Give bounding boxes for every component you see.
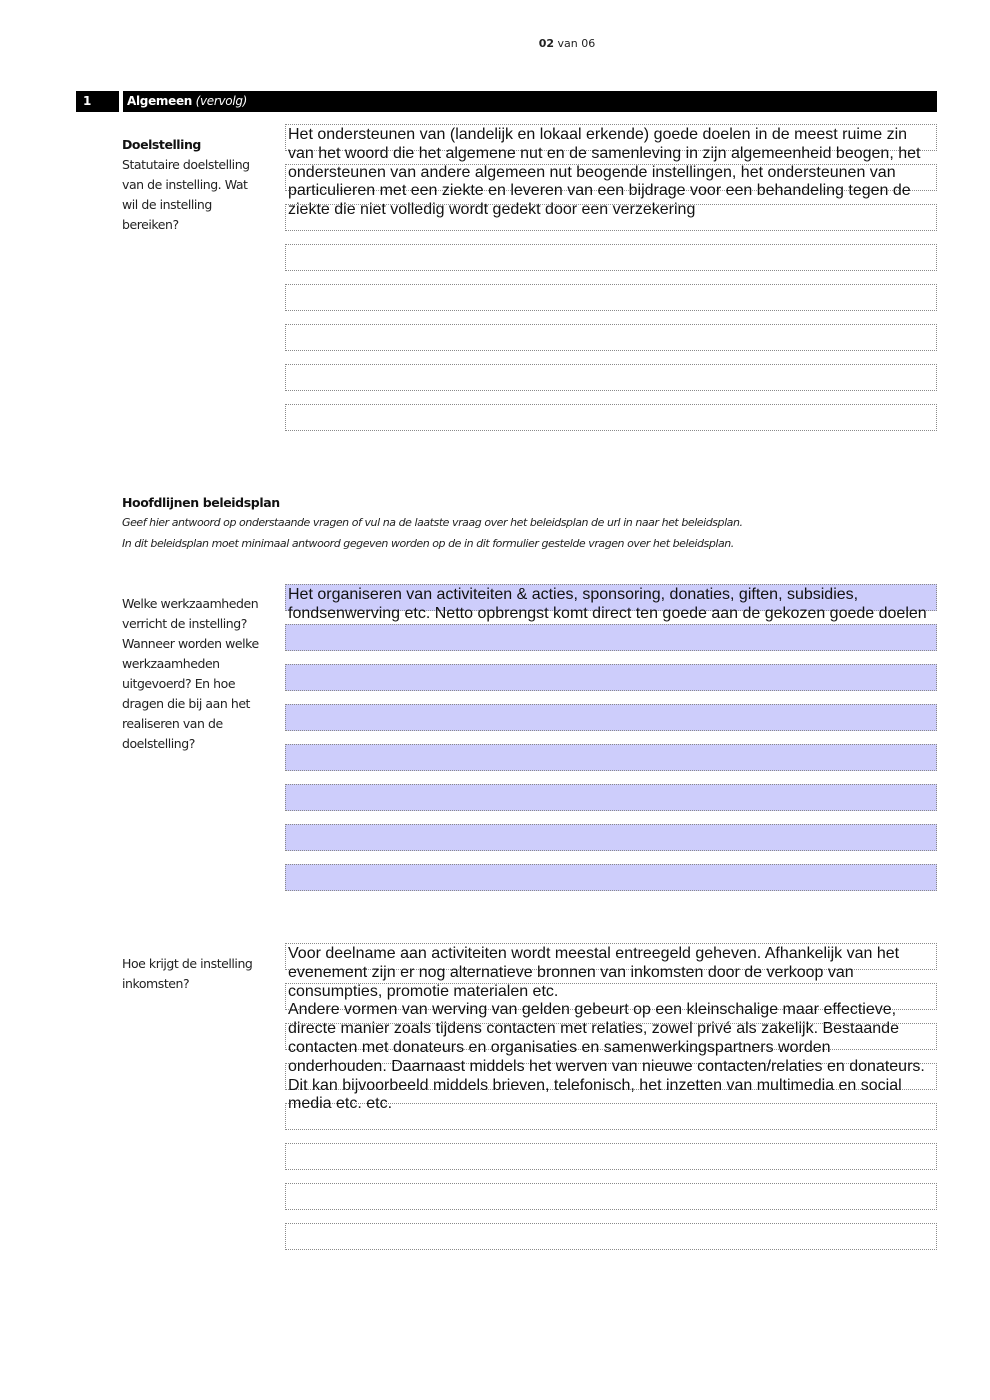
doelstelling-description: Statutaire doelstelling van de instelling. Wat wil de instelling bereiken? [122,157,250,232]
beleidsplan-instruction-1: Geef hier antwoord op onderstaande vragen of vul na de laatste vraag over het beleidsplan de url in naar het beleidsplan. [122,516,743,529]
werkzaamheden-field[interactable] [285,584,937,892]
section-title-main: Algemeen [127,94,193,108]
inkomsten-label: Hoe krijgt de instelling inkomsten? [122,956,253,991]
inkomsten-field[interactable] [285,943,937,1253]
doelstelling-answer[interactable]: Het ondersteunen van (landelijk en lokaal erkende) goede doelen in de meest ruime zin van het woord die het algemene nut en de samenleving in zijn algemeenheid beogen, het ondersteunen van andere algemeen nut beogende instellingen, het ondersteunen van particulieren met een ziekte en leveren van een bijdrage voor een behandeling tegen de ziekte die niet volledig wordt gedekt door een verzekering [288,126,925,219]
section-number: 1 [76,91,119,112]
doelstelling-title: Doelstelling [122,137,201,152]
werkzaamheden-answer[interactable]: Het organiseren van activiteiten & acties, sponsoring, donaties, giften, subsidies, fondsenwerving etc. Netto opbrengst komt direct ten goede aan de gekozen goede doelen [288,586,927,622]
section-header [76,91,937,112]
page-number-total: van 06 [554,37,596,50]
werkzaamheden-label: Welke werkzaamheden verricht de instelling? Wanneer worden welke werkzaamheden uitgevoerd? En hoe dragen die bij aan het realiseren van de doelstelling? [122,596,259,751]
page-number-current: 02 [538,37,555,50]
inkomsten-answer[interactable]: Voor deelname aan activiteiten wordt meestal entreegeld geheven. Afhankelijk van het evenement zijn er nog alternatieve bronnen van inkomsten door de verkoop van consumpties, promotie materialen etc. Andere vormen van werving van gelden gebeurt op een kleinschalige maar effectieve, directe manier zoals tijdens contacten met relaties, zowel privé als zakelijk. Bestaande contacten met donateurs en organisaties en samenwerkingspartners worden onderhouden. Daarnaast middels het werven van nieuwe contacten/relaties en donateurs. Dit kan bijvoorbeeld middels brieven, telefonisch, het inzetten van multimedia en social media etc. etc. [288,945,925,1113]
beleidsplan-title: Hoofdlijnen beleidsplan [122,495,280,510]
page-number [0,37,990,50]
beleidsplan-instruction-2: In dit beleidsplan moet minimaal antwoord gegeven worden op de in dit formulier gestelde vragen over het beleidsplan. [122,537,734,550]
doelstelling-field[interactable] [285,124,937,434]
section-title [123,91,937,112]
doelstelling-label [122,135,262,235]
section-title-suffix: (vervolg) [195,94,248,108]
